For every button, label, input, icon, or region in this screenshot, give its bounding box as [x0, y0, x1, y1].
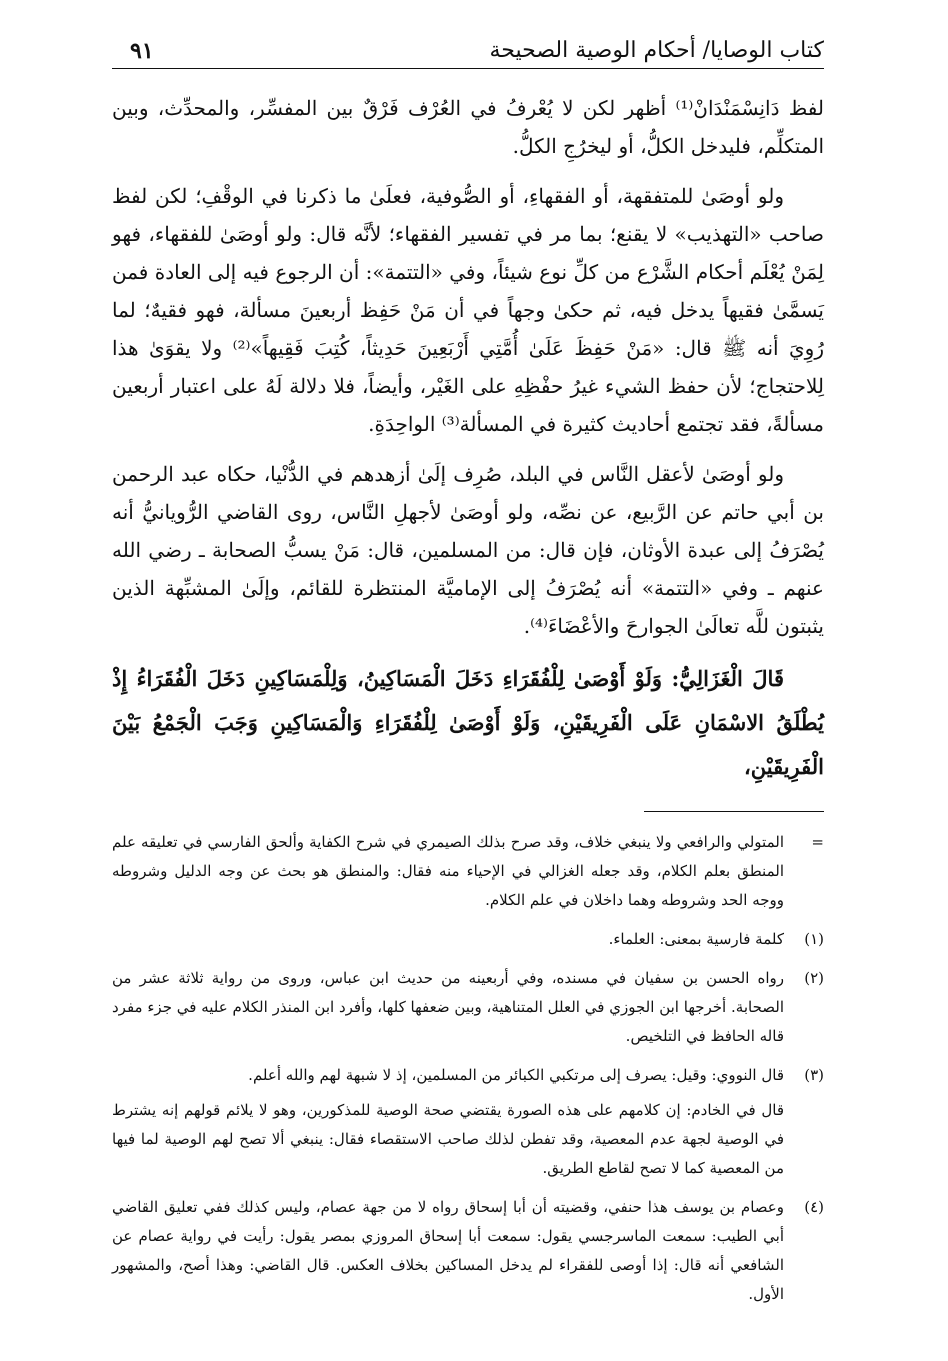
- footnote: [112, 828, 824, 915]
- footnote-text: [112, 828, 784, 915]
- running-title: كتاب الوصايا/ أحكام الوصية الصحيحة: [489, 38, 824, 63]
- footnote: [112, 964, 824, 1051]
- footnotes: [112, 828, 824, 1309]
- footnote-mark: (١): [804, 930, 824, 948]
- footnote-line: وعصام بن يوسف هذا حنفي، وقضيته أن أبا إسحاق رواه لا من جهة عصام، وليس كذلك ففي تعليق القاضي أبي الطيب: سمعت الماسرجسي يقول: سمعت أبا إسحاق المروزي بمصر يقول: رأيت في رواية عصام عن الشافعي أنه قال: إذا أوصى للفقراء لم يدخل المساكين بخلاف العكس. قال القاضي: وهذا أصح، والمشهور الأول.: [112, 1198, 784, 1303]
- footnote-text: [112, 925, 784, 954]
- footnote-line: قال النووي: وقيل: يصرف إلى مرتكبي الكبائر من المسلمين، إذ لا شبهة لهم والله أعلم.: [248, 1066, 784, 1084]
- footnote: [112, 1061, 824, 1183]
- footnote-line: المتولي والرافعي ولا ينبغي خلاف، وقد صرح بذلك الصيمري في شرح الكفاية وألحق الفارسي في تعليقه علم المنطق بعلم الكلام، وقد جعله الغزالي في الإحياء منه فقال: والمنطق هو بحث عن وجه الدليل وشروطه ووجه الحد وشروطه وهما داخلان في علم الكلام.: [112, 833, 784, 909]
- footnote-line: كلمة فارسية بمعنى: العلماء.: [608, 930, 784, 948]
- footnote-line: قال في الخادم: إن كلامهم على هذه الصورة يقتضي صحة الوصية للمذكورين، وهو لا يلائم قولهم إنه يشترط في الوصية لجهة عدم المعصية، وقد تفطن لذلك صاحب الاستقصاء فقال: ينبغي ألا تصح لهم الوصية لما فيها من المعصية كما لا تصح لقاطع الطريق.: [112, 1101, 784, 1177]
- paragraph: لفظ دَانِسْمَنْدَانْ⁽¹⁾ أظهر لكن لا يُعْرفُ في العُرْف فَرْقٌ بين المفسِّر، والمحدِّث، وبين المتكلِّم، فليدخل الكلُّ، أو ليخرُجِ الكلُّ.: [112, 96, 824, 158]
- footnote-text: [112, 964, 784, 1051]
- footnote-mark: (٤): [804, 1198, 824, 1216]
- paragraph: ولو أوصَىٰ لأعقل النَّاس في البلد، صُرِف إلَىٰ أزهدهم في الدُّنْيا، حكاه عبد الرحمن بن أبي حاتم عن الرَّبيع، عن نصِّه، ولو أوصَىٰ لأجهلِ النَّاس، روى القاضي الرُّويانيُّ أنه يُصْرَفُ إلى عبدة الأوثان، فإن قال: من المسلمين، قال: مَنْ يسبُّ الصحابة ـ رضي الله عنهم ـ وفي «التتمة» أنه يُصْرَفُ إلى الإماميَّة المنتظرة للقائم، وإلَىٰ المشبِّهة الذين يثبتون للَّه تعالَىٰ الجوارحَ والأعْضَاءَ⁽⁴⁾.: [112, 462, 824, 638]
- page: [112, 32, 824, 1319]
- footnote-mark: (٣): [804, 1066, 824, 1084]
- footnote: [112, 925, 824, 954]
- running-header: [112, 32, 824, 69]
- paragraph: ولو أوصَىٰ للمتفقهة، أو الفقهاءِ، أو الصُّوفية، فعلَىٰ ما ذكرنا في الوقْفِ؛ لكن لفظ صاحب «التهذيب» لا يقنع؛ بما مر في تفسير الفقهاء؛ لأنَّه قال: ولو أوصَىٰ للفقهاء، فهو لِمَنْ يُعْلَم أحكام الشَّرْع من كلِّ نوع شيئاً، وفي «التتمة»: أن الرجوع فيه إلى العادة فمن يَسمَّىٰ فقيهاً يدخل فيه، ثم حكىٰ وجهاً في أن مَنْ حَفِظ أربعينَ مسألة، فهو فقيهٌ؛ لما رُوِيَ أنه ﷺ قال: «مَنْ حَفِظَ عَلَىٰ أُمَّتِي أَرْبَعِينَ حَدِيثاً، كُتِبَ فَقِيهاً»⁽²⁾ ولا يقوَىٰ هذا لِلاحتجاج؛ لأن حفظ الشيء غيرُ حفْظِهِ على الغَيْر، وأيضاً، فلا دلالة لَهُ على اعتبار أربعين مسألةً، فقد تجتمع أحاديث كثيرة في المسألة⁽³⁾ الواحِدَةِ.: [112, 184, 824, 436]
- footnote: [112, 1193, 824, 1309]
- main-text: [112, 89, 824, 789]
- quoted-matn-paragraph: قَالَ الْغَزَالِيُّ: وَلَوْ أَوْصَىٰ لِلْفُقَرَاءِ دَخَلَ الْمَسَاكِينُ، وَلِلْمَسَاكِينِ دَخَلَ الْفُقَرَاءُ إِذْ يُطْلَقُ الاسْمَانِ عَلَى الْفَرِيقَيْنِ، وَلَوْ أَوْصَىٰ لِلْفُقَرَاءِ وَالْمَسَاكِينِ وَجَبَ الْجَمْعُ بَيْنَ الْفَرِيقَيْنِ،: [112, 666, 824, 779]
- footnote-separator: [644, 811, 824, 812]
- footnote-line: رواه الحسن بن سفيان في مسنده، وفي أربعينه من حديث ابن عباس، وروى من رواية ثلاثة عشر من الصحابة. أخرجها ابن الجوزي في العلل المتناهية، وبين ضعفها كلها، وأفرد ابن المنذر الكلام عليه في جزء مفرد قاله الحافظ في التلخيص.: [112, 969, 784, 1045]
- footnote-text: [112, 1061, 784, 1183]
- page-number: ٩١: [130, 38, 154, 64]
- footnote-mark: =: [811, 833, 824, 851]
- footnote-mark: (٢): [804, 969, 824, 987]
- footnote-text: [112, 1193, 784, 1309]
